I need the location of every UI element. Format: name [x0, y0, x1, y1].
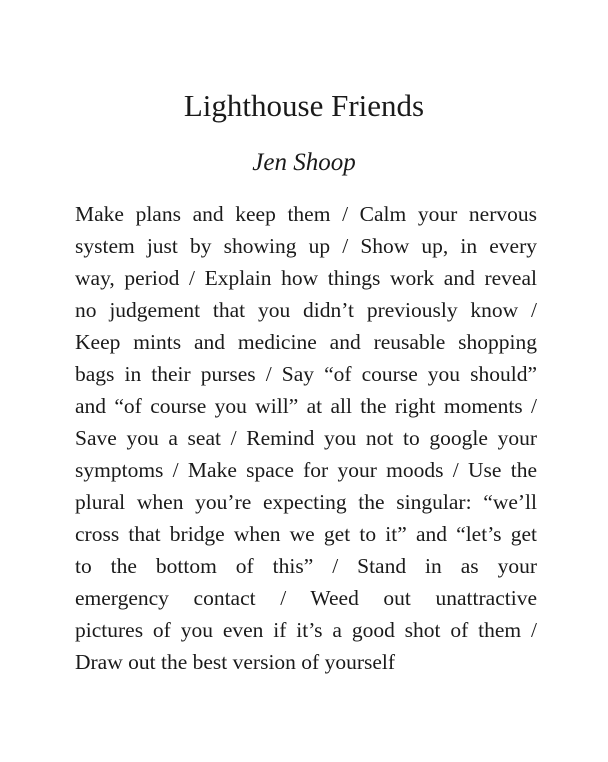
poem-line: cross that bridge when we get to it” and “let’s get — [75, 522, 537, 546]
poem-line: bags in their purses / Say “of course you should” — [75, 362, 537, 386]
poem-line: Draw out the best version of yourself — [75, 650, 396, 674]
poem-line: way, period / Explain how things work and reveal — [75, 266, 537, 290]
poem-line: Make plans and keep them / Calm your nervous — [75, 202, 537, 226]
poem-line: system just by showing up / Show up, in every — [75, 234, 537, 258]
poem-line: Save you a seat / Remind you not to google your — [75, 426, 537, 450]
poem-line: no judgement that you didn’t previously know / — [75, 298, 537, 322]
poem-line: plural when you’re expecting the singular: “we’ll — [75, 490, 537, 514]
poem-line: emergency contact / Weed out unattractive — [75, 586, 537, 610]
poem-line: symptoms / Make space for your moods / Use the — [75, 458, 537, 482]
poem-body — [75, 198, 537, 678]
poem-line: Keep mints and medicine and reusable shopping — [75, 330, 537, 354]
poem-author: Jen Shoop — [252, 149, 356, 176]
poem-line: pictures of you even if it’s a good shot of them / — [75, 618, 537, 642]
poem-line: to the bottom of this” / Stand in as your — [75, 554, 537, 578]
poem-title: Lighthouse Friends — [183, 88, 425, 123]
poem-line: and “of course you will” at all the right moments / — [75, 394, 537, 418]
